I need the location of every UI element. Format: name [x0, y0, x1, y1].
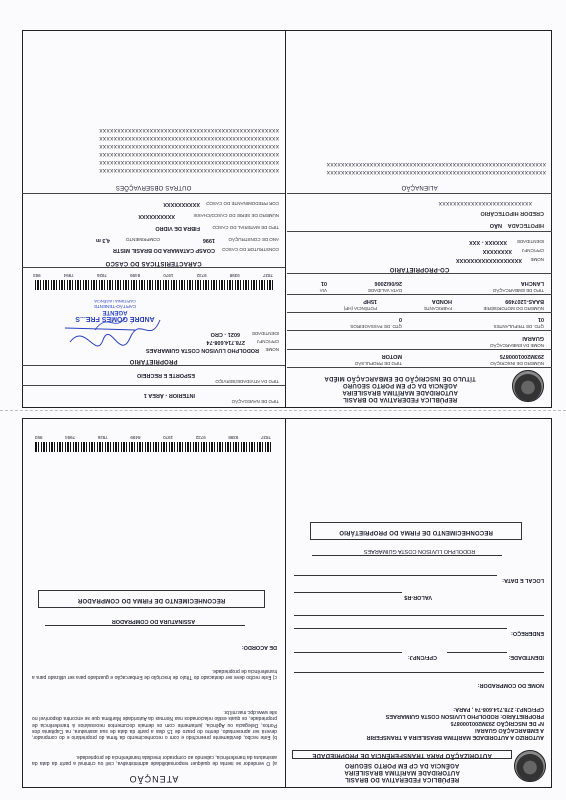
tripulantes-value: 01 [537, 316, 544, 322]
divider [22, 193, 285, 194]
assinatura-comprador-label: ASSINATURA DO COMPRADOR [111, 618, 196, 624]
brasao-emblem-icon [514, 750, 546, 782]
autorizo-line: Nº DE INSCRIÇÃO 293M2001000875 [450, 720, 544, 726]
titulo-header [290, 374, 510, 402]
divider [287, 330, 552, 331]
tripulantes-label: QTD. DE TRIPULANTES [493, 324, 544, 329]
atencao-item-b: b) Este recibo, devidamente preenchido e com o reconhecimento da firma do proprietário e do comprador, deverá ser apresentado, dentro do prazo de 15 dias a partir da data de sua assinatura, na Capitania dos Portos, Delegacia ou Agência, juntamente com os demais documentos necessários à transferência de propriedade, os quais estão relacionados nas Normas da Autoridade Marítima que se encontra disponível no site www.dpc.mar.mil.br. [32, 709, 277, 740]
barcode-digit: 993 [35, 435, 43, 440]
propulsao-value: MOTOR [381, 353, 402, 359]
passageiros-label: QTD. DE PASSAGEIROS [350, 324, 402, 329]
atividade-value: ESPORTE E RECREIO [136, 372, 195, 378]
titulo-inscricao-card [22, 30, 552, 408]
de-acordo-label: DE ACORDO: [241, 644, 277, 650]
alienacao-line: XXXXXXXXXXXXXXXXXXXXXXXXXXXXXXXXXXXXXXXXXXXXXXXXXXXXXXXXXXXXX [326, 169, 546, 176]
proprietario-signature-line[interactable] [312, 555, 502, 556]
atencao-title: ATENÇÃO [128, 774, 179, 784]
observacoes-line: XXXXXXXXXXXXXXXXXXXXXXXXXXXXXXXXXXXXXXXXXXXXXXXXXX [98, 143, 279, 150]
barcode-digit: 7837 [260, 435, 271, 440]
motor-serie-label: NÚMERO DO MOTOR/SÉRIE [483, 306, 544, 311]
proprietario-nome-value: RODOLPHO LUVISON COSTA GUIMARAES [145, 347, 259, 353]
valor-label: VALOR-R$ [404, 594, 432, 600]
brasao-emblem-icon [512, 370, 544, 402]
serie-casco-label: NÚMERO DE SÉRIE DO CASCO/CHASSI [193, 213, 279, 218]
stamp-name: ANDRÉ GOMES FRE...S [75, 315, 155, 322]
observacoes-line: XXXXXXXXXXXXXXXXXXXXXXXXXXXXXXXXXXXXXXXXXXXXXXXXXX [98, 159, 279, 166]
cor-value: XXXXXXXXXX [163, 201, 200, 207]
copro-nome-value: XXXXXXXXXXXXXXXXXX [455, 257, 522, 263]
via-value: 01 [320, 280, 327, 286]
passageiros-value: 0 [398, 316, 402, 322]
hipotecada-label: HIPOTECADA [507, 222, 544, 228]
barcode-digit: 7837 [262, 273, 273, 278]
credor-value: XXXXXXXXXXXXXXXXXXXXXXXXXX [438, 200, 532, 207]
proprietario-cpf-value: 278.714.608-74 [206, 339, 245, 345]
comprador-ident-field[interactable] [447, 652, 507, 653]
alienacao-line: XXXXXXXXXXXXXXXXXXXXXXXXXXXXXXXXXXXXXXXXXXXXXXXXXXXXXXXXXXXXX [326, 161, 546, 168]
validade-value: 26/06/2006 [374, 280, 402, 286]
observacoes-line: XXXXXXXXXXXXXXXXXXXXXXXXXXXXXXXXXXXXXXXXXXXXXXXXXX [98, 167, 279, 174]
proprietario-nome-label: NOME [265, 347, 279, 352]
local-data-label: LOCAL E DATA: [502, 577, 544, 583]
autorizacao-header [292, 750, 512, 782]
proprietario-sig-name: RODOLPHO LUVISON COSTA GUIMARAES [363, 548, 476, 554]
observacoes-line: XXXXXXXXXXXXXXXXXXXXXXXXXXXXXXXXXXXXXXXXXXXXXXXXXX [98, 127, 279, 134]
motor-serie-value: BAAS-1207499 [505, 298, 544, 304]
autorizo-line: AUTORIZO A AUTORIDADE MARÍTIMA BRASILEIRA A TRANSFERIR [366, 734, 544, 740]
stamp-small: CAPITANIA / AGÊNCIA [94, 299, 136, 304]
divider [287, 294, 552, 295]
local-data-field[interactable] [294, 575, 497, 576]
comprador-endereco-label: ENDEREÇO: [510, 630, 544, 636]
autorizo-block [294, 705, 544, 740]
fabricante-label: FABRICANTE [423, 306, 452, 311]
copro-cpf-label: CPF/CNPJ [521, 248, 544, 253]
construtor-label: CONSTRUTOR DO CASCO [222, 247, 279, 252]
comprador-nome-label: NOME DO COMPRADOR: [477, 682, 544, 688]
stamp-sub: CAPITÃO-TENENTE [93, 304, 137, 309]
comprador-cpf-field[interactable] [294, 652, 402, 653]
barcode-digit: 7926 [96, 273, 107, 278]
divider [287, 312, 552, 313]
comprimento-label: COMPRIMENTO [125, 237, 160, 242]
potencia-label: POTÊNCIA (HP) [343, 306, 377, 311]
proprietario-title: PROPRIETÁRIO [129, 358, 178, 364]
barcode [33, 280, 273, 290]
divider [287, 193, 552, 194]
cor-label: COR PREDOMINANTE DO CASCO [206, 201, 279, 206]
navegacao-value: INTERIOR - ÁREA 1 [143, 392, 195, 398]
barcode-digit: 7994 [65, 435, 76, 440]
inscricao-label: NÚMERO DE INSCRIÇÃO [490, 361, 544, 366]
barcode-numbers [33, 273, 273, 278]
reconhecimento-proprietario-box [310, 522, 522, 540]
comprador-nome-field[interactable] [294, 672, 544, 673]
ano-label: ANO DE CONSTRUÇÃO [228, 237, 279, 242]
atencao-item-c: c) Este recibo deve ser destacado do Título de Inscrição de Embarcação e guardado para ser utilizado para a transferência de propriedade. [32, 667, 277, 680]
barcode-digit: 1970 [163, 435, 174, 440]
header-republica: REPÚBLICA FEDERATIVA DO BRASIL [344, 776, 460, 782]
credor-label: CREDOR HIPOTECÁRIO [480, 210, 544, 216]
tipo-embarcacao-value: LANCHA [520, 280, 544, 286]
caracteristicas-title: CARACTERÍSTICAS DO CASCO [105, 260, 202, 266]
hipotecada-value: NÃO [489, 222, 502, 228]
comprador-ident-label: IDENTIDADE: [508, 654, 544, 660]
atividade-label: TIPO DA ATIVIDADE/SERVIÇO [215, 379, 279, 384]
serie-casco-value: XXXXXXXXXX [138, 213, 175, 219]
navegacao-label: TIPO DE NAVEGAÇÃO [231, 399, 279, 404]
reconhecimento-comprador-label: RECONHECIMENTO DE FIRMA DO COMPRADOR [77, 597, 226, 603]
valor-field[interactable] [294, 592, 402, 593]
tipo-embarcacao-label: TIPO DE EMBARCAÇÃO [492, 288, 544, 293]
comprador-endereco-field-2[interactable] [294, 615, 544, 616]
observacoes-line: XXXXXXXXXXXXXXXXXXXXXXXXXXXXXXXXXXXXXXXXXXXXXXXXXX [98, 135, 279, 142]
barcode-digit: 993 [33, 273, 41, 278]
header-agencia: AGÊNCIA DA CP EM PORTO SEGURO [344, 762, 460, 768]
atencao-item-a: a) O vendedor se isenta de qualquer responsabilidade administrativa, civil ou criminal a partir da data da assinatura da transferência, cabendo ao comprador imediata transferência de propriedade. [32, 753, 277, 766]
divider [22, 267, 285, 268]
proprietario-cpf-label: CPF/CNPJ [256, 339, 279, 344]
proprietario-ident-value: 6021 - CRO [210, 331, 240, 337]
header-autoridade: AUTORIDADE MARÍTIMA BRASILEIRA [344, 769, 460, 775]
material-value: FIBRA DE VIDRO [155, 225, 200, 231]
comprimento-value: 4,3 m [95, 237, 110, 243]
observacoes-title: OUTRAS OBSERVAÇÕES [115, 184, 192, 190]
autorizo-line: A EMBARCAÇÃO GUARAI [475, 727, 544, 733]
barcode [35, 442, 271, 452]
copro-nome-label: NOME [530, 257, 544, 262]
propulsao-label: TIPO DE PROPULSÃO [354, 361, 402, 366]
divider [287, 349, 552, 350]
autorizacao-transferencia-card [22, 418, 552, 788]
agent-stamp [30, 299, 200, 322]
autorizo-line: CPF/CNPJ: 278.714.608-74 , PARA: [453, 706, 544, 712]
copro-ident-value: XXXXXX - XXX [469, 239, 507, 245]
barcode-digit: 8499 [130, 273, 141, 278]
inscricao-value: 293M2001000875 [499, 353, 544, 359]
perforation-line [0, 410, 566, 411]
barcode-digit: 9398 [229, 273, 240, 278]
header-autorizacao: AUTORIZAÇÃO PARA TRANSFERÊNCIA DE PROPRIEDADE [292, 750, 512, 759]
header-republica: REPÚBLICA FEDERATIVA DO BRASIL [342, 396, 458, 402]
fabricante-value: HONDA [431, 298, 452, 304]
autorizacao-side-column [22, 418, 286, 788]
header-titulo: TÍTULO DE INSCRIÇÃO DE EMBARCAÇÃO MIÉDA [324, 375, 476, 381]
divider [287, 231, 552, 232]
ano-value: 1996 [202, 237, 215, 243]
header-agencia: AGÊNCIA DA CP EM PORTO SEGURO [342, 382, 458, 388]
material-label: TIPO DE MATERIAL DO CASCO [212, 225, 279, 230]
divider [287, 367, 552, 368]
divider [22, 385, 285, 386]
coproprietario-title: CO-PROPRIETÁRIO [389, 266, 450, 272]
autorizo-line: PROPRIETÁRIO: RODOLPHO LUVISON COSTA GUIMARAES [385, 713, 544, 719]
barcode-digit: 8499 [130, 435, 141, 440]
stamp-role: AGENTE [102, 309, 128, 315]
titulo-side-column [22, 30, 286, 408]
construtor-value: COASP CATAMARA DO BRASIL MISTR [112, 247, 215, 253]
autorizacao-main-column [287, 418, 552, 788]
copro-cpf-value: XXXXXXXX [482, 248, 512, 254]
via-label: VIA [319, 288, 327, 293]
comprador-signature-line[interactable] [45, 625, 245, 626]
nome-embarcacao-label: NOME DA EMBARCAÇÃO [489, 343, 544, 348]
nome-embarcacao-value: GUARAI [522, 335, 544, 341]
observacoes-line: XXXXXXXXXXXXXXXXXXXXXXXXXXXXXXXXXXXXXXXXXXXXXXXXXX [98, 151, 279, 158]
barcode-numbers [35, 435, 271, 440]
divider [22, 365, 285, 366]
copro-ident-label: IDENTIDADE [516, 239, 544, 244]
potencia-value: 15HP [363, 298, 377, 304]
barcode-digit: 1970 [163, 273, 174, 278]
reconhecimento-proprietario-label: RECONHECIMENTO DE FIRMA DO PROPRIETÁRIO [339, 529, 493, 535]
barcode-digit: 7994 [63, 273, 74, 278]
barcode-digit: 9732 [196, 273, 207, 278]
proprietario-ident-label: IDENTIDADE [251, 331, 279, 336]
comprador-endereco-field[interactable] [294, 628, 507, 629]
alienacao-title: ALIENAÇÃO [401, 184, 438, 190]
barcode-digit: 9732 [195, 435, 206, 440]
reconhecimento-comprador-box [38, 590, 265, 608]
divider [287, 273, 552, 274]
header-autoridade: AUTORIDADE MARÍTIMA BRASILEIRA [342, 389, 458, 395]
barcode-digit: 7926 [97, 435, 108, 440]
comprador-cpf-label: CPF/CNPJ: [407, 654, 437, 660]
titulo-main-column [287, 30, 552, 408]
barcode-digit: 9398 [228, 435, 239, 440]
validade-label: DATA VALIDADE [367, 288, 402, 293]
